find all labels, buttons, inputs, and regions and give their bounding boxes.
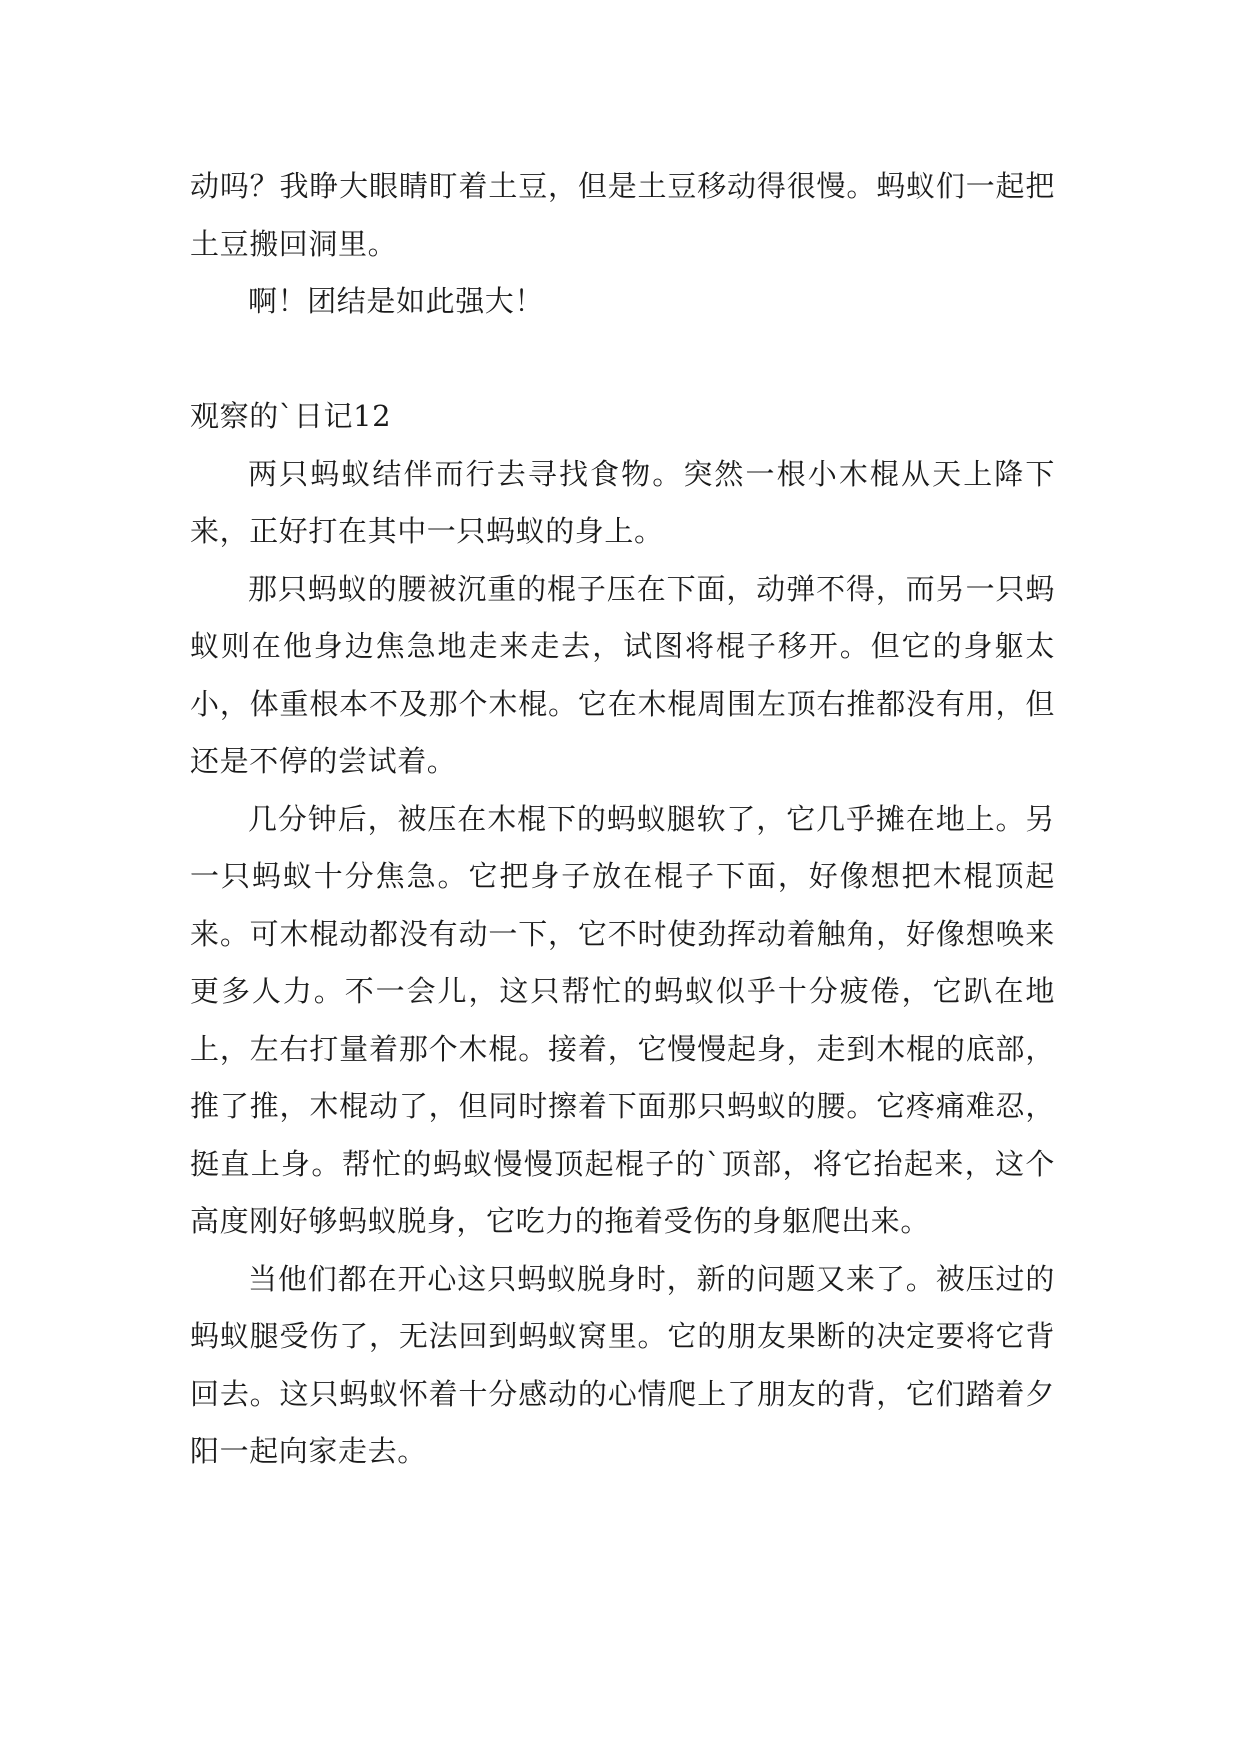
continuation-paragraph: 动吗？我睁大眼睛盯着土豆，但是土豆移动得很慢。蚂蚁们一起把土豆搬回洞里。 xyxy=(190,169,1055,261)
body-paragraph-3: 几分钟后，被压在木棍下的蚂蚁腿软了，它几乎摊在地上。另一只蚂蚁十分焦急。它把身子放在棍子下面，好像想把木棍顶起来。可木棍动都没有动一下，它不时使劲挥动着触角，好像想唤来更多人力。不一会儿，这只帮忙的蚂蚁似乎十分疲倦，它趴在地上，左右打量着那个木棍。接着，它慢慢起身，走到木棍的底部，推了推，木棍动了，但同时擦着下面那只蚂蚁的腰。它疼痛难忍，挺直上身。帮忙的蚂蚁慢慢顶起棍子的`顶部，将它抬起来，这个高度刚好够蚂蚁脱身，它吃力的拖着受伤的身躯爬出来。 xyxy=(190,801,1055,1238)
body-paragraph-1: 两只蚂蚁结伴而行去寻找食物。突然一根小木棍从天上降下来，正好打在其中一只蚂蚁的身上。 xyxy=(190,456,1055,548)
section-spacer xyxy=(190,331,1055,389)
body-paragraph-2: 那只蚂蚁的腰被沉重的棍子压在下面，动弹不得，而另一只蚂蚁则在他身边焦急地走来走去，试图将棍子移开。但它的身躯太小，体重根本不及那个木棍。它在木棍周围左顶右推都没有用，但还是不停的尝试着。 xyxy=(190,571,1055,778)
body-paragraph-4: 当他们都在开心这只蚂蚁脱身时，新的问题又来了。被压过的蚂蚁腿受伤了，无法回到蚂蚁窝里。它的朋友果断的决定要将它背回去。这只蚂蚁怀着十分感动的心情爬上了朋友的背，它们踏着夕阳一起向家走去。 xyxy=(190,1261,1055,1468)
section-title: 观察的`日记12 xyxy=(190,399,392,433)
exclamation-paragraph: 啊！团结是如此强大！ xyxy=(248,284,545,318)
document-body xyxy=(190,158,1055,1481)
